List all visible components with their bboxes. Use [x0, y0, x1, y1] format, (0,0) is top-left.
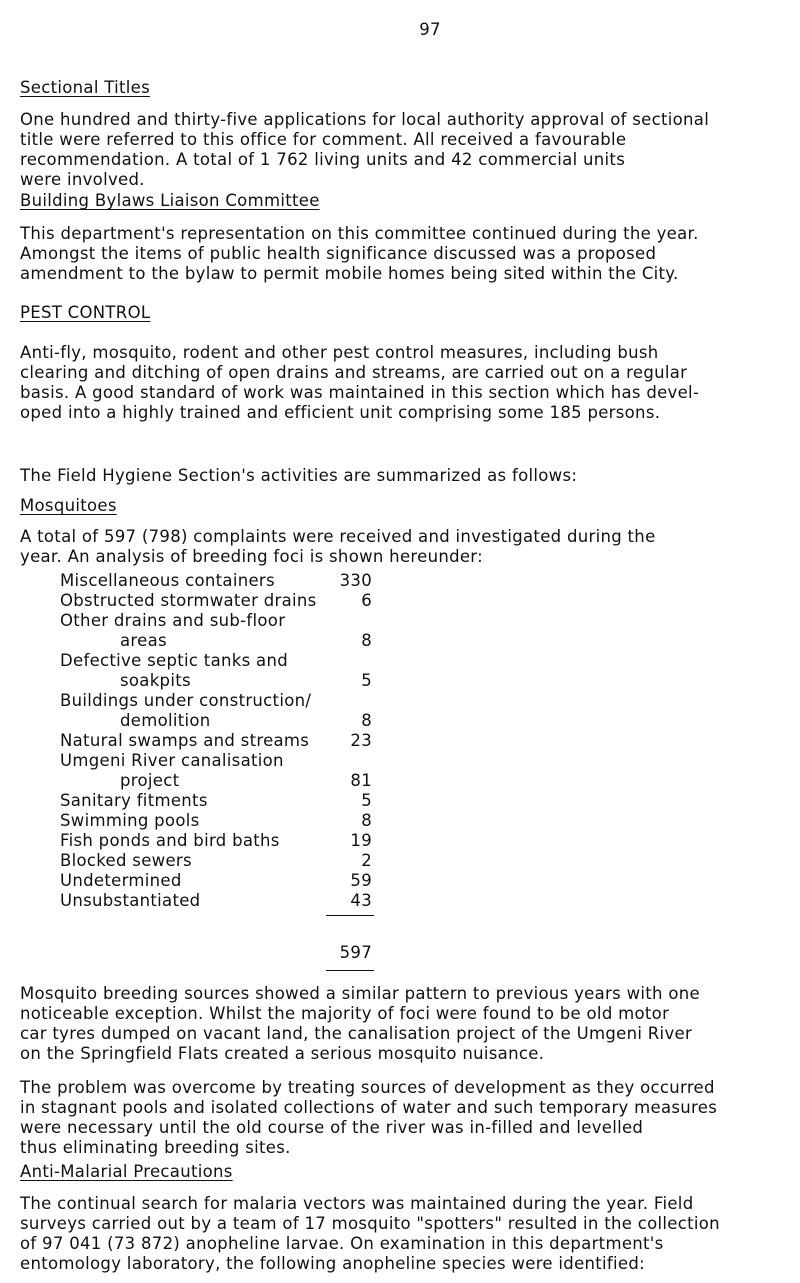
row-value: 8 [361, 811, 372, 830]
row-value: 8 [361, 711, 372, 730]
text-line: surveys carried out by a team of 17 mosquito "spotters" resulted in the collection [20, 1214, 720, 1233]
paragraph-mosquitoes [20, 527, 780, 567]
row-label: project [120, 771, 180, 790]
row-label: Miscellaneous containers [60, 571, 275, 590]
table-row [60, 711, 372, 731]
text-line: The problem was overcome by treating sources of development as they occurred [20, 1078, 715, 1097]
text-line: Amongst the items of public health significance discussed was a proposed [20, 244, 657, 263]
summary-line: The Field Hygiene Section's activities are summarized as follows: [20, 466, 578, 485]
page-number: 97 [419, 20, 441, 39]
row-label: demolition [120, 711, 211, 730]
table-row [60, 731, 372, 751]
paragraph-anti-malarial [20, 1194, 780, 1274]
heading-building-bylaws: Building Bylaws Liaison Committee [20, 191, 320, 210]
text-line: entomology laboratory, the following anopheline species were identified: [20, 1254, 646, 1273]
row-value: 19 [350, 831, 372, 850]
table-row [60, 631, 372, 651]
heading-mosquitoes: Mosquitoes [20, 496, 117, 515]
table-row [60, 611, 372, 631]
row-label: Blocked sewers [60, 851, 192, 870]
text-line: Anti-fly, mosquito, rodent and other pest control measures, including bush [20, 343, 659, 362]
text-line: year. An analysis of breeding foci is shown hereunder: [20, 547, 483, 566]
row-value: 5 [361, 791, 372, 810]
row-value: 81 [350, 771, 372, 790]
text-line: title were referred to this office for comment. All received a favourable [20, 130, 627, 149]
text-line: oped into a highly trained and efficient unit comprising some 185 persons. [20, 403, 661, 422]
heading-anti-malarial: Anti-Malarial Precautions [20, 1162, 233, 1181]
heading-pest-control: PEST CONTROL [20, 303, 151, 322]
text-line: clearing and ditching of open drains and streams, are carried out on a regular [20, 363, 688, 382]
text-line: of 97 041 (73 872) anopheline larvae. On examination in this department's [20, 1234, 664, 1253]
row-label: Obstructed stormwater drains [60, 591, 317, 610]
text-line: car tyres dumped on vacant land, the canalisation project of the Umgeni River [20, 1024, 693, 1043]
row-label: Unsubstantiated [60, 891, 201, 910]
row-label: Sanitary fitments [60, 791, 208, 810]
row-label: soakpits [120, 671, 191, 690]
text-line: Mosquito breeding sources showed a similar pattern to previous years with one [20, 984, 700, 1003]
row-value: 59 [350, 871, 372, 890]
row-label: Other drains and sub-floor [60, 611, 286, 630]
table-row [60, 591, 372, 611]
text-line: were necessary until the old course of the river was in-filled and levelled [20, 1118, 644, 1137]
table-row [60, 891, 372, 911]
paragraph-pest-control [20, 343, 780, 423]
paragraph-breeding-pattern [20, 984, 780, 1064]
paragraph-sectional-titles [20, 110, 780, 190]
text-line: thus eliminating breeding sites. [20, 1138, 291, 1157]
text-line: in stagnant pools and isolated collections of water and such temporary measures [20, 1098, 718, 1117]
heading-sectional-titles: Sectional Titles [20, 78, 150, 97]
text-line: One hundred and thirty-five applications for local authority approval of sectional [20, 110, 710, 129]
row-value: 23 [350, 731, 372, 750]
table-row [60, 751, 372, 771]
total-rule-bottom [326, 970, 374, 971]
text-line: The continual search for malaria vectors was maintained during the year. Field [20, 1194, 694, 1213]
paragraph-building-bylaws [20, 224, 780, 284]
text-line: on the Springfield Flats created a serious mosquito nuisance. [20, 1044, 545, 1063]
row-label: Fish ponds and bird baths [60, 831, 280, 850]
row-value: 330 [339, 571, 372, 590]
table-row [60, 831, 372, 851]
total-value: 597 [339, 943, 372, 962]
table-row [60, 871, 372, 891]
row-value: 6 [361, 591, 372, 610]
text-line: noticeable exception. Whilst the majority of foci were found to be old motor [20, 1004, 670, 1023]
row-label: Defective septic tanks and [60, 651, 288, 670]
table-row [60, 851, 372, 871]
table-row [60, 651, 372, 671]
row-label: Swimming pools [60, 811, 200, 830]
row-label: areas [120, 631, 167, 650]
table-row [60, 771, 372, 791]
row-label: Natural swamps and streams [60, 731, 310, 750]
total-rule-top [326, 915, 374, 916]
row-value: 8 [361, 631, 372, 650]
row-label: Undetermined [60, 871, 182, 890]
row-value: 43 [350, 891, 372, 910]
row-value: 2 [361, 851, 372, 870]
table-row [60, 811, 372, 831]
row-value: 5 [361, 671, 372, 690]
table-row [60, 691, 372, 711]
text-line: amendment to the bylaw to permit mobile homes being sited within the City. [20, 264, 679, 283]
text-line: This department's representation on this committee continued during the year. [20, 224, 699, 243]
table-row [60, 571, 372, 591]
row-label: Umgeni River canalisation [60, 751, 284, 770]
text-line: were involved. [20, 170, 145, 189]
row-label: Buildings under construction/ [60, 691, 312, 710]
text-line: recommendation. A total of 1 762 living units and 42 commercial units [20, 150, 626, 169]
breeding-foci-table [60, 571, 372, 911]
table-row [60, 671, 372, 691]
table-row [60, 791, 372, 811]
paragraph-problem-overcome [20, 1078, 780, 1158]
text-line: A total of 597 (798) complaints were received and investigated during the [20, 527, 656, 546]
text-line: basis. A good standard of work was maintained in this section which has devel- [20, 383, 700, 402]
